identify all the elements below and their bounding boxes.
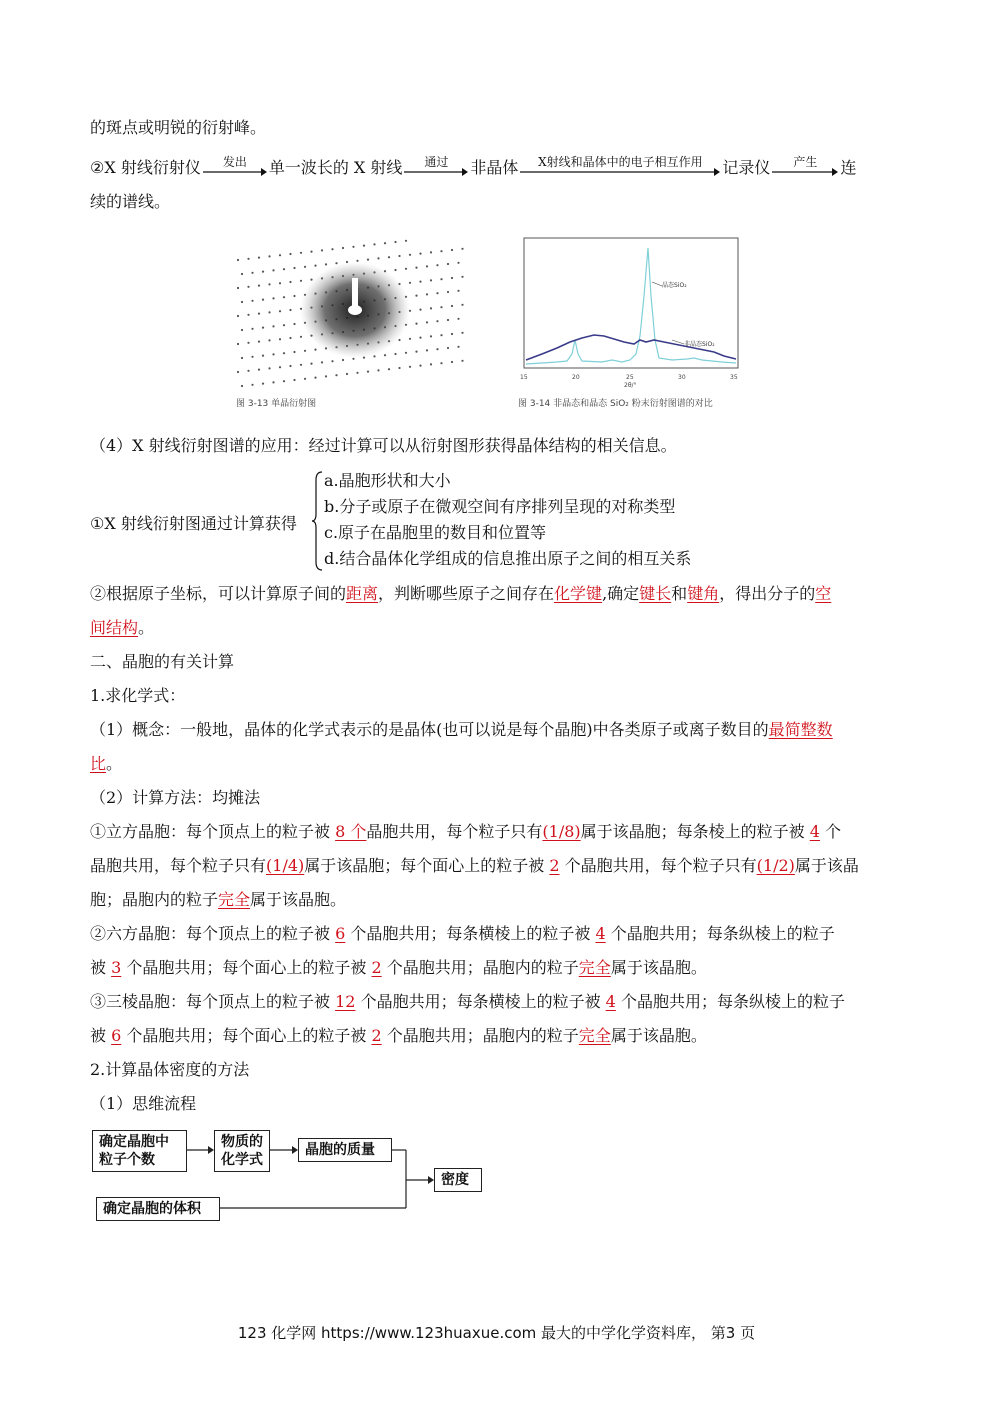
answer: 2 — [549, 856, 560, 875]
answer: 6 — [111, 1026, 122, 1045]
text-line: ③三棱晶胞：每个顶点上的粒子被 12 个晶胞共用；每条横棱上的粒子被 4 个晶胞共用；每条纵棱上的粒子 — [90, 992, 845, 1011]
diffraction-spot — [262, 327, 264, 329]
diffraction-spot — [436, 320, 438, 322]
diffraction-spot — [377, 369, 379, 371]
single-crystal-diffraction-figure — [230, 238, 470, 410]
diffraction-spot — [447, 319, 449, 321]
diffraction-spot — [409, 366, 411, 368]
diffraction-spot — [436, 264, 438, 266]
diffraction-spot — [335, 374, 337, 376]
diffraction-spot — [457, 290, 459, 292]
page-footer: 123 化学网 https://www.123huaxue.com 最大的中学化学资料库， 第3 页 — [237, 1324, 756, 1342]
diffraction-spot — [262, 271, 264, 273]
diffraction-spot — [289, 337, 291, 339]
diffraction-spot — [373, 355, 375, 357]
diffraction-spot — [237, 259, 239, 261]
diffraction-spot — [331, 360, 333, 362]
answer: 空 — [815, 584, 832, 603]
flow-box-density: 密度 — [434, 1168, 482, 1192]
diffraction-spot — [241, 329, 243, 331]
diffraction-spot — [436, 348, 438, 350]
diffraction-spot — [283, 268, 285, 270]
diffraction-spot — [356, 260, 358, 262]
diffraction-spot — [426, 321, 428, 323]
diffraction-spot — [447, 263, 449, 265]
diffraction-spot — [377, 257, 379, 259]
diffraction-spot — [342, 359, 344, 361]
diffraction-spot — [451, 361, 453, 363]
diffraction-spot — [419, 365, 421, 367]
brace-icon — [312, 470, 324, 572]
diffraction-spot — [457, 262, 459, 264]
diffraction-spot — [388, 368, 390, 370]
diffraction-spot — [405, 268, 407, 270]
diffraction-spot — [268, 255, 270, 257]
answer: 化学键 — [554, 584, 603, 603]
crystal-sio2-label: 晶态SiO₂ — [662, 282, 687, 289]
diffraction-spot — [409, 338, 411, 340]
diffraction-spot — [237, 371, 239, 373]
diffraction-spot — [262, 355, 264, 357]
diffraction-spot — [440, 306, 442, 308]
diffraction-spot — [251, 384, 253, 386]
diffraction-spot — [247, 286, 249, 288]
diffraction-spot — [325, 375, 327, 377]
answer: (1/2) — [756, 856, 795, 875]
answer: 键长 — [639, 584, 672, 603]
diffraction-spot — [314, 349, 316, 351]
diffraction-spot — [247, 370, 249, 372]
diffraction-spot — [272, 353, 274, 355]
answer: 4 — [605, 992, 616, 1011]
brace-item: b.分子或原子在微观空间有序排列呈现的对称类型 — [324, 497, 676, 516]
x-tick: 15 — [520, 374, 528, 381]
answer: 3 — [111, 958, 122, 977]
diffraction-spot — [430, 251, 432, 253]
diffraction-spot — [258, 369, 260, 371]
diffraction-spot — [293, 295, 295, 297]
diffraction-spot — [283, 352, 285, 354]
diffraction-spot — [342, 247, 344, 249]
diffraction-spot — [457, 346, 459, 348]
x-tick: 35 — [730, 374, 738, 381]
diffraction-spot — [272, 297, 274, 299]
brace-item: d.结合晶体化学组成的信息推出原子之间的相互关系 — [324, 549, 692, 568]
flow-box-cell-mass: 晶胞的质量 — [298, 1138, 392, 1162]
flow-box-particle-count: 确定晶胞中 粒子个数 — [92, 1130, 187, 1172]
diffraction-spot — [405, 240, 407, 242]
diffraction-spot — [461, 304, 463, 306]
brace-label: ①X 射线衍射图通过计算获得 — [90, 514, 297, 533]
diffraction-spot — [419, 281, 421, 283]
diffraction-spot — [251, 300, 253, 302]
diffraction-spot — [251, 328, 253, 330]
diffraction-spot — [321, 361, 323, 363]
diffraction-spot — [247, 314, 249, 316]
sub-heading: 2.计算晶体密度的方法 — [90, 1060, 250, 1079]
diffraction-spot — [241, 301, 243, 303]
diffraction-spot — [258, 257, 260, 259]
diffraction-spot — [293, 323, 295, 325]
diffraction-spot — [310, 251, 312, 253]
text-line: 续的谱线。 — [90, 192, 171, 211]
diffraction-spot — [314, 377, 316, 379]
brace-item: a.晶胞形状和大小 — [324, 471, 451, 490]
diffraction-spot — [237, 315, 239, 317]
diffraction-spot — [289, 281, 291, 283]
diffraction-spot — [268, 339, 270, 341]
text-line: （1）思维流程 — [90, 1094, 197, 1113]
diffraction-spot — [405, 352, 407, 354]
diffraction-spot — [272, 325, 274, 327]
diffraction-spot — [241, 357, 243, 359]
diffraction-spot — [304, 350, 306, 352]
diffraction-spot — [409, 254, 411, 256]
answer: (1/8) — [542, 822, 581, 841]
diffraction-spot — [352, 358, 354, 360]
text-line: ②六方晶胞：每个顶点上的粒子被 6 个晶胞共用；每条横棱上的粒子被 4 个晶胞共用；每条纵棱上的粒子 — [90, 924, 835, 943]
diffraction-spot — [415, 267, 417, 269]
diffraction-spot — [440, 278, 442, 280]
diffraction-spot — [430, 307, 432, 309]
diffraction-spot — [461, 332, 463, 334]
diffraction-spot — [419, 253, 421, 255]
diffraction-spot — [415, 323, 417, 325]
answer: 键角 — [687, 584, 720, 603]
diffraction-spot — [373, 243, 375, 245]
diffraction-spot — [247, 258, 249, 260]
diffraction-spot — [430, 279, 432, 281]
diffraction-spot — [251, 272, 253, 274]
text-line: （1）概念：一般地，晶体的化学式表示的是晶体(也可以说是每个晶胞)中各类原子或离子数目的最简整数 — [90, 720, 833, 739]
flow-box-formula: 物质的 化学式 — [214, 1130, 270, 1172]
answer: 4 — [595, 924, 606, 943]
diffraction-spot — [426, 349, 428, 351]
answer: 2 — [371, 1026, 382, 1045]
diffraction-spot — [430, 335, 432, 337]
diffraction-spot — [241, 385, 243, 387]
diffraction-spot — [279, 338, 281, 340]
diffraction-spot — [300, 336, 302, 338]
diffraction-spot — [262, 299, 264, 301]
x-tick: 25 — [626, 374, 634, 381]
arrow-interact: X射线和晶体中的电子相互作用 — [520, 158, 720, 178]
diffraction-spot — [279, 254, 281, 256]
text-line: ②根据原子坐标，可以计算原子间的距离，判断哪些原子之间存在化学键,确定键长和键角，得出分子的空 — [90, 584, 832, 603]
diffraction-spot — [314, 265, 316, 267]
diffraction-spot — [394, 353, 396, 355]
diffraction-spot — [426, 293, 428, 295]
diffraction-spot — [451, 249, 453, 251]
diffraction-spot — [283, 380, 285, 382]
diffraction-spot — [363, 245, 365, 247]
diffraction-spot — [426, 265, 428, 267]
diffraction-spot — [279, 310, 281, 312]
brace-item: c.原子在晶胞里的数目和位置等 — [324, 523, 547, 542]
diffraction-spot — [258, 313, 260, 315]
diffraction-spot — [283, 324, 285, 326]
diffraction-spot — [346, 373, 348, 375]
diffraction-spot — [394, 241, 396, 243]
answer: 4 — [809, 822, 820, 841]
diffraction-spot — [367, 371, 369, 373]
diffraction-spot — [279, 282, 281, 284]
diffraction-spot — [289, 365, 291, 367]
sio2-diffraction-chart — [512, 236, 744, 412]
diffraction-spot — [251, 356, 253, 358]
diffraction-spot — [419, 309, 421, 311]
flow-box-cell-volume: 确定晶胞的体积 — [96, 1197, 220, 1221]
diffraction-spot — [415, 351, 417, 353]
diffraction-spot — [262, 383, 264, 385]
diffraction-spot — [300, 252, 302, 254]
diffraction-spot — [388, 256, 390, 258]
diffraction-spot — [436, 292, 438, 294]
answer: 2 — [371, 958, 382, 977]
diffraction-spot — [335, 262, 337, 264]
diffraction-spot — [272, 381, 274, 383]
diffraction-spot — [241, 273, 243, 275]
text-line: 晶胞共用，每个粒子只有(1/4)属于该晶胞；每个面心上的粒子被 2 个晶胞共用，每个粒子只有(1/2)属于该晶 — [90, 856, 859, 875]
answer: 距离 — [346, 584, 379, 603]
amorphous-sio2-label: 非晶态SiO₂ — [684, 341, 715, 348]
x-tick: 20 — [572, 374, 580, 381]
text-line: 间结构。 — [90, 618, 155, 637]
answer: 比 — [90, 754, 107, 773]
diffraction-spot — [430, 363, 432, 365]
figure-caption: 图 3-14 非晶态和晶态 SiO₂ 粉末衍射图谱的对比 — [518, 399, 713, 409]
diffraction-spot — [461, 276, 463, 278]
diffraction-spot — [325, 263, 327, 265]
diffraction-spot — [293, 379, 295, 381]
diffraction-spot — [409, 282, 411, 284]
diffraction-spot — [293, 267, 295, 269]
diffraction-spot — [451, 305, 453, 307]
diffraction-spot — [247, 342, 249, 344]
answer: 完全 — [218, 890, 251, 909]
answer: (1/4) — [266, 856, 305, 875]
answer: 12 — [335, 992, 356, 1011]
answer: 完全 — [578, 958, 611, 977]
diffraction-spot — [384, 242, 386, 244]
xray-process-line: ②X 射线衍射仪 发出 单一波长的 X 射线 通过 非晶体 X射线和晶体中的电子相互作用 记录仪 产生 连 — [90, 155, 857, 177]
diffraction-spot — [394, 269, 396, 271]
diffraction-spot — [415, 295, 417, 297]
diffraction-spot — [279, 366, 281, 368]
diffraction-spot — [356, 372, 358, 374]
diffraction-spot — [289, 309, 291, 311]
arrow-emit: 发出 — [203, 158, 267, 178]
diffraction-spot — [398, 255, 400, 257]
text-line: 比。 — [90, 754, 123, 773]
x-tick: 30 — [678, 374, 686, 381]
sub-heading: 1.求化学式： — [90, 686, 186, 705]
diffraction-spot — [451, 277, 453, 279]
diffraction-spot — [300, 280, 302, 282]
diffraction-spot — [289, 253, 291, 255]
arrow-produce: 产生 — [772, 158, 838, 178]
diffraction-spot — [461, 360, 463, 362]
diffraction-spot — [268, 311, 270, 313]
diffraction-spot — [268, 367, 270, 369]
diffraction-spot — [447, 347, 449, 349]
text-line: 被 3 个晶胞共用；每个面心上的粒子被 2 个晶胞共用；晶胞内的粒子完全属于该晶胞。 — [90, 958, 707, 977]
diffraction-spot — [321, 249, 323, 251]
diffraction-spot — [451, 333, 453, 335]
density-flow-diagram — [92, 1128, 512, 1224]
diffraction-spot — [300, 364, 302, 366]
sio2-diffraction-plot — [512, 236, 744, 386]
diffraction-spot — [272, 269, 274, 271]
diffraction-spot — [293, 351, 295, 353]
diffraction-spot — [419, 337, 421, 339]
diffraction-spot — [268, 283, 270, 285]
diffraction-spot — [440, 362, 442, 364]
diffraction-spot — [283, 296, 285, 298]
diffraction-pattern-image — [230, 238, 470, 388]
diffraction-spot — [258, 341, 260, 343]
diffraction-spot — [440, 250, 442, 252]
diffraction-spot — [237, 287, 239, 289]
diffraction-spot — [310, 363, 312, 365]
arrow-pass: 通过 — [404, 158, 468, 178]
x-axis-label: 2θ/° — [624, 382, 637, 389]
text-line: （2）计算方法：均摊法 — [90, 788, 261, 807]
diffraction-spot — [352, 246, 354, 248]
answer: 8 个 — [335, 822, 367, 841]
text-line: 被 6 个晶胞共用；每个面心上的粒子被 2 个晶胞共用；晶胞内的粒子完全属于该晶胞。 — [90, 1026, 707, 1045]
diffraction-spot — [457, 318, 459, 320]
answer: 完全 — [578, 1026, 611, 1045]
answer: 间结构 — [90, 618, 139, 637]
diffraction-spot — [398, 339, 400, 341]
figure-caption: 图 3-13 单晶衍射图 — [236, 399, 317, 409]
diffraction-spot — [304, 378, 306, 380]
text-line: 胞；晶胞内的粒子完全属于该晶胞。 — [90, 890, 347, 909]
answer: 6 — [335, 924, 346, 943]
diffraction-spot — [440, 334, 442, 336]
diffraction-spot — [258, 285, 260, 287]
diffraction-spot — [331, 248, 333, 250]
text-line: （4）X 射线衍射图谱的应用：经过计算可以从衍射图形获得晶体结构的相关信息。 — [90, 436, 677, 455]
text-line: ①立方晶胞：每个顶点上的粒子被 8 个晶胞共用，每个粒子只有(1/8)属于该晶胞；每条棱上的粒子被 4 个 — [90, 822, 842, 841]
diffraction-spot — [237, 343, 239, 345]
diffraction-spot — [367, 259, 369, 261]
section-heading: 二、晶胞的有关计算 — [90, 652, 235, 671]
diffraction-spot — [447, 291, 449, 293]
answer: 最简整数 — [768, 720, 833, 739]
diffraction-spot — [461, 248, 463, 250]
diffraction-spot — [384, 354, 386, 356]
text-line: 的斑点或明锐的衍射峰。 — [90, 118, 267, 137]
diffraction-spot — [304, 266, 306, 268]
diffraction-spot — [398, 367, 400, 369]
